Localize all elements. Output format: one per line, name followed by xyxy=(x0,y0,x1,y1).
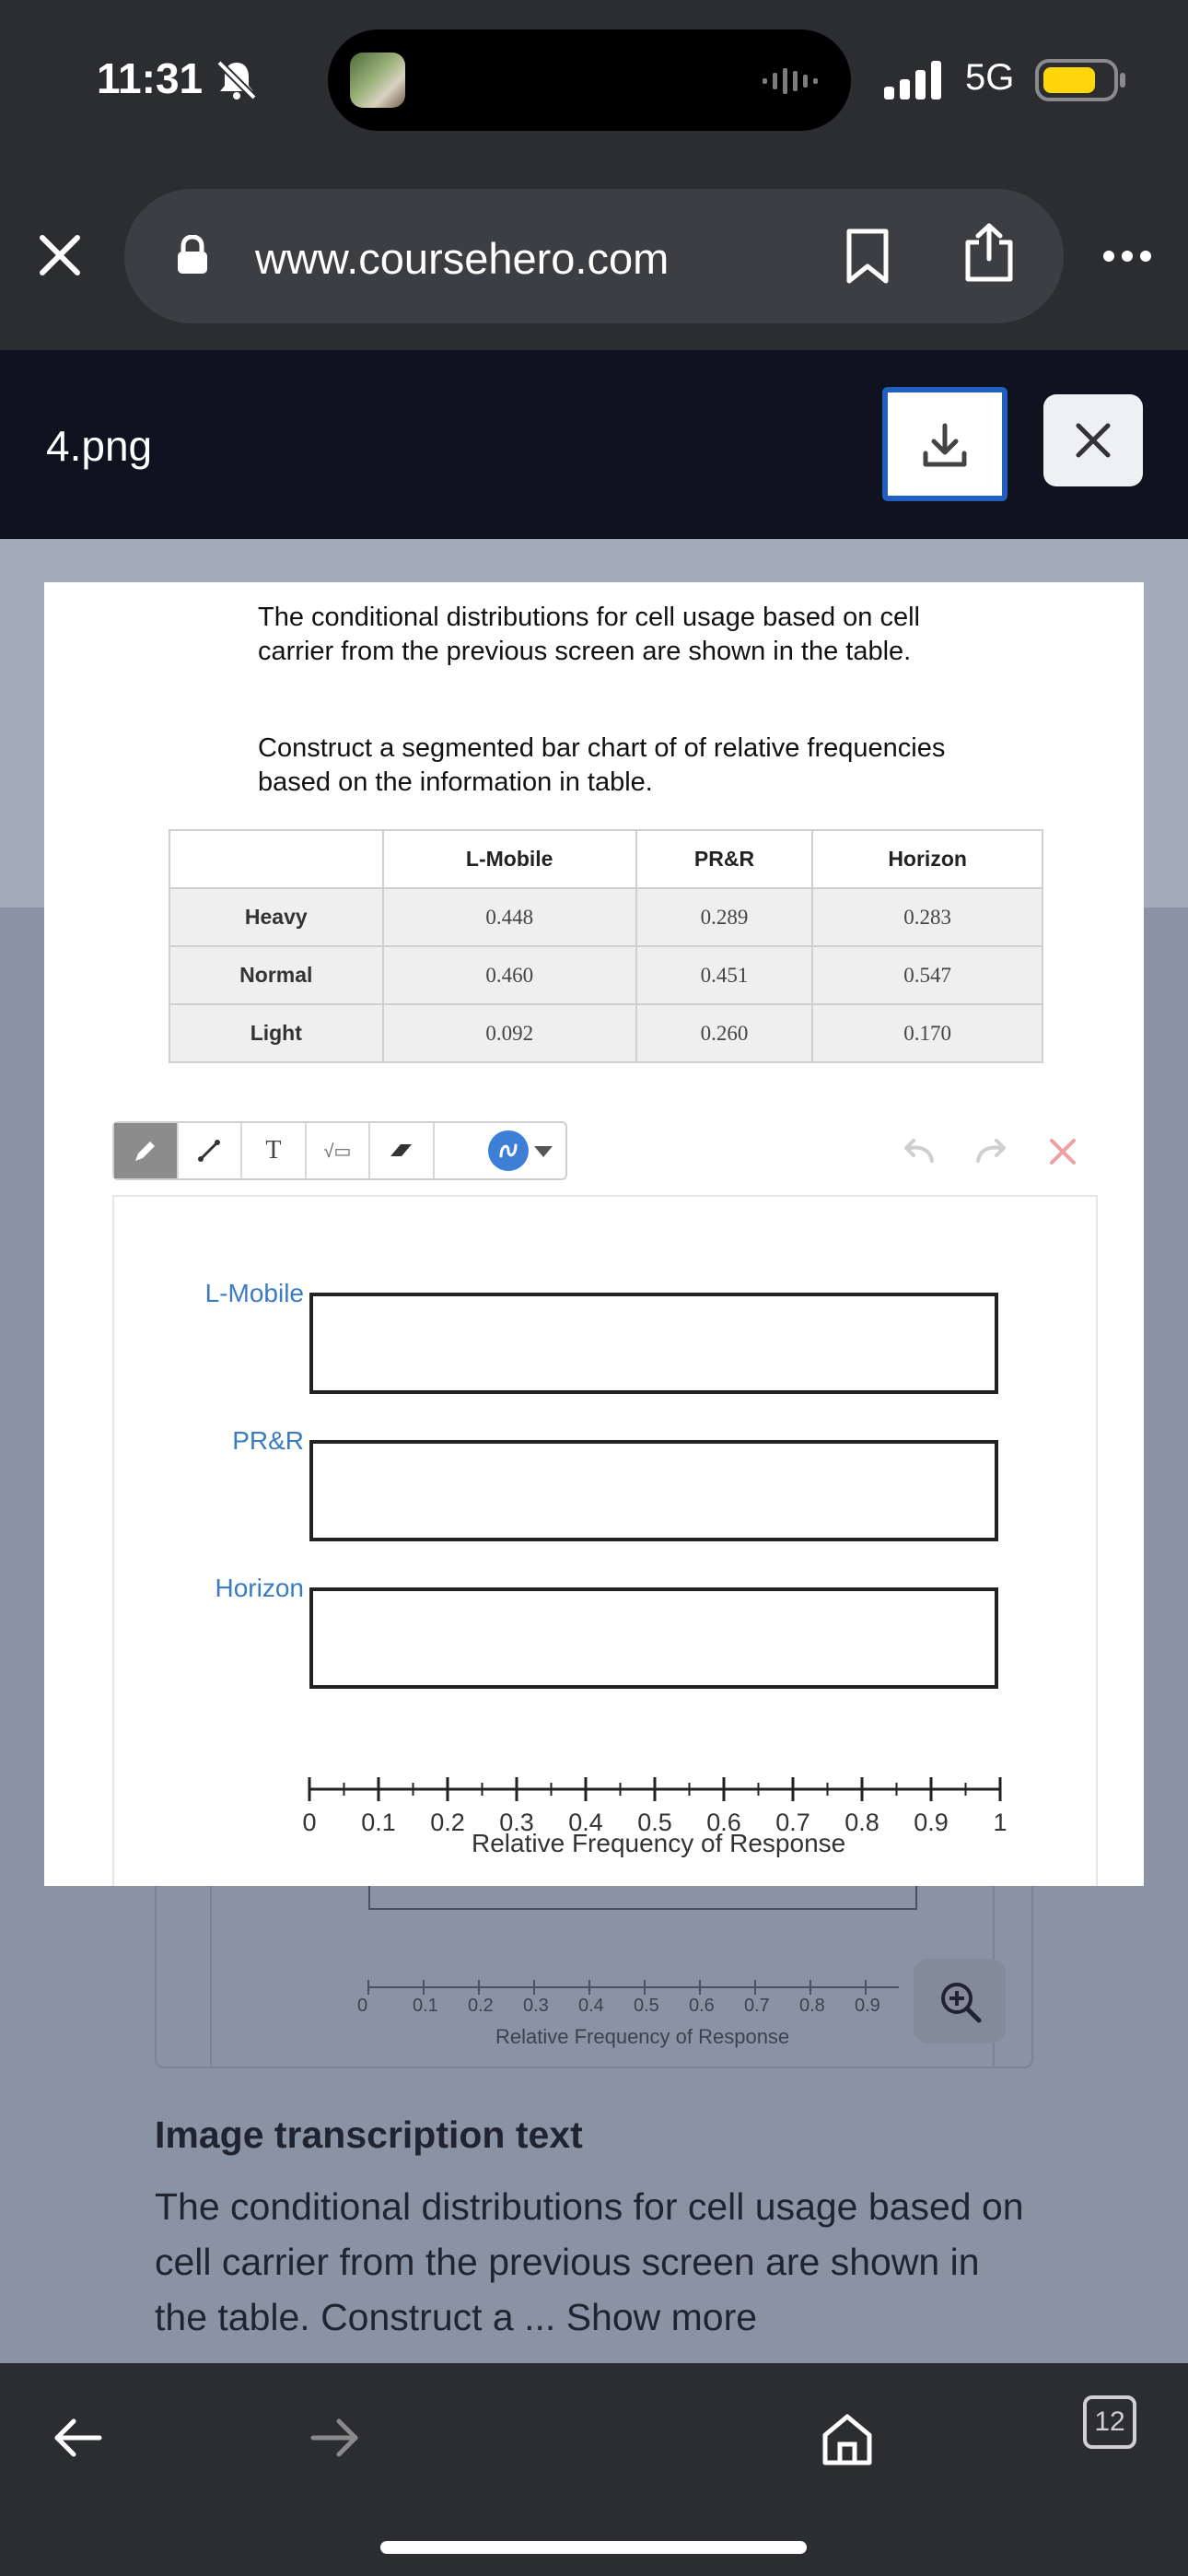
background-axis-tick-label: 0.3 xyxy=(523,1996,549,2016)
share-icon[interactable] xyxy=(962,222,1016,283)
background-axis-label: Relative Frequency of Response xyxy=(495,2025,790,2048)
text-tool[interactable]: T xyxy=(242,1123,307,1178)
background-axis-tick-label: 0.1 xyxy=(413,1996,438,2016)
back-arrow-icon[interactable] xyxy=(52,2417,103,2459)
table-cell: 0.283 xyxy=(812,888,1042,946)
x-axis-tick-label: 0.4 xyxy=(568,1809,603,1835)
network-type: 5G xyxy=(965,57,1015,98)
background-axis-tick-label: 0 xyxy=(357,1996,368,2016)
row-label: Heavy xyxy=(169,888,383,946)
close-icon xyxy=(1075,422,1112,459)
table-cell: 0.170 xyxy=(812,1004,1042,1062)
bar-horizon[interactable] xyxy=(309,1587,998,1689)
transcription-body xyxy=(155,2179,1039,2345)
close-tab-icon[interactable] xyxy=(37,232,83,278)
table-row xyxy=(169,1004,1042,1062)
x-axis-tick-label: 0.7 xyxy=(775,1809,810,1835)
category-label-horizon: Horizon xyxy=(215,1574,304,1602)
line-icon xyxy=(196,1138,222,1164)
background-axis-tick-label: 0.7 xyxy=(744,1996,770,2016)
x-axis-tick-label: 1 xyxy=(993,1809,1007,1835)
undo-icon[interactable] xyxy=(901,1135,938,1168)
eraser-tool[interactable] xyxy=(370,1123,435,1178)
dynamic-island xyxy=(328,29,851,131)
pencil-icon xyxy=(132,1137,159,1165)
x-axis-tick-label: 0.8 xyxy=(844,1809,879,1835)
background-axis-tick-label: 0.6 xyxy=(689,1996,715,2016)
background-axis-tick-label: 0.9 xyxy=(855,1996,880,2016)
table-header: Horizon xyxy=(812,830,1042,888)
x-axis xyxy=(302,1766,1030,1835)
x-axis-tick-label: 0.9 xyxy=(914,1809,949,1835)
zoom-button[interactable] xyxy=(914,1959,1006,2043)
problem-intro: The conditional distributions for cell usage based on cell carrier from the previous screen are shown in the table. xyxy=(258,603,920,666)
table-cell: 0.460 xyxy=(383,946,636,1004)
background-axis-tick-label: 0.2 xyxy=(468,1996,494,2016)
download-icon xyxy=(921,422,969,470)
home-icon[interactable] xyxy=(820,2411,875,2466)
status-bar xyxy=(0,0,1188,161)
background-axis-tick-label: 0.4 xyxy=(578,1996,604,2016)
browser-address-row xyxy=(0,161,1188,350)
table-cell: 0.260 xyxy=(636,1004,812,1062)
line-tool[interactable] xyxy=(179,1123,243,1178)
x-axis-tick-label: 0.2 xyxy=(430,1809,465,1835)
color-dropdown-caret[interactable] xyxy=(534,1146,553,1157)
table-cell: 0.092 xyxy=(383,1004,636,1062)
equation-tool[interactable]: √▭ xyxy=(307,1123,371,1178)
table-header: L-Mobile xyxy=(383,830,636,888)
image-preview xyxy=(44,582,1144,1886)
background-bar-box xyxy=(368,1886,917,1910)
clear-icon[interactable] xyxy=(1048,1137,1077,1166)
table-cell: 0.289 xyxy=(636,888,812,946)
audio-waveform-icon xyxy=(761,66,827,96)
table-header: PR&R xyxy=(636,830,812,888)
download-button[interactable] xyxy=(882,387,1007,501)
cellular-signal-icon xyxy=(884,61,945,100)
background-axis-tick-label: 0.8 xyxy=(799,1996,825,2016)
scribble-icon xyxy=(497,1140,519,1162)
show-more-link[interactable]: Show more xyxy=(565,2296,758,2338)
x-axis-tick-label: 0.6 xyxy=(706,1809,741,1835)
address-bar[interactable] xyxy=(124,189,1064,323)
category-label-l-mobile: L-Mobile xyxy=(204,1279,304,1307)
transcription-title: Image transcription text xyxy=(155,2113,583,2156)
table-corner xyxy=(169,830,383,888)
row-label: Normal xyxy=(169,946,383,1004)
problem-instruction: Construct a segmented bar chart of of relative frequencies based on the information in table. xyxy=(258,733,946,797)
color-picker[interactable] xyxy=(488,1130,529,1171)
table-cell: 0.547 xyxy=(812,946,1042,1004)
x-axis-tick-label: 0.1 xyxy=(361,1809,396,1835)
x-axis-tick-label: 0.5 xyxy=(637,1809,672,1835)
file-name: 4.png xyxy=(46,422,153,470)
status-time: 11:31 xyxy=(97,54,204,102)
lock-icon xyxy=(176,235,209,275)
x-axis-tick-label: 0.3 xyxy=(499,1809,534,1835)
table-cell: 0.451 xyxy=(636,946,812,1004)
pencil-tool[interactable] xyxy=(114,1123,179,1178)
table-row xyxy=(169,888,1042,946)
tab-count-badge[interactable]: 12 xyxy=(1083,2395,1136,2449)
forward-arrow-icon[interactable] xyxy=(309,2417,361,2459)
close-viewer-button[interactable] xyxy=(1043,394,1143,486)
x-axis-tick-label: 0 xyxy=(302,1809,317,1835)
background-axis-tick-label: 0.5 xyxy=(634,1996,659,2016)
zoom-in-icon xyxy=(938,1979,984,2025)
more-options-icon[interactable] xyxy=(1101,249,1153,263)
file-viewer-header xyxy=(0,350,1188,539)
bar-prr[interactable] xyxy=(309,1440,998,1541)
battery-icon xyxy=(1035,57,1127,103)
bookmark-icon[interactable] xyxy=(844,228,891,285)
url-text[interactable]: www.coursehero.com xyxy=(255,234,670,283)
bar-l-mobile[interactable] xyxy=(309,1293,998,1394)
redo-icon[interactable] xyxy=(973,1135,1009,1168)
x-axis-label: Relative Frequency of Response xyxy=(472,1829,846,1857)
table-row xyxy=(169,946,1042,1004)
transcription-text: The conditional distributions for cell usage based on cell carrier from the previous screen are shown in the table. Construct a ... xyxy=(155,2185,1024,2338)
distribution-table xyxy=(169,829,1043,1063)
table-cell: 0.448 xyxy=(383,888,636,946)
home-indicator xyxy=(380,2541,807,2554)
eraser-icon xyxy=(388,1140,415,1162)
silent-bell-icon xyxy=(214,57,260,103)
row-label: Light xyxy=(169,1004,383,1062)
category-label-prr: PR&R xyxy=(232,1426,304,1455)
now-playing-thumbnail xyxy=(350,53,405,108)
